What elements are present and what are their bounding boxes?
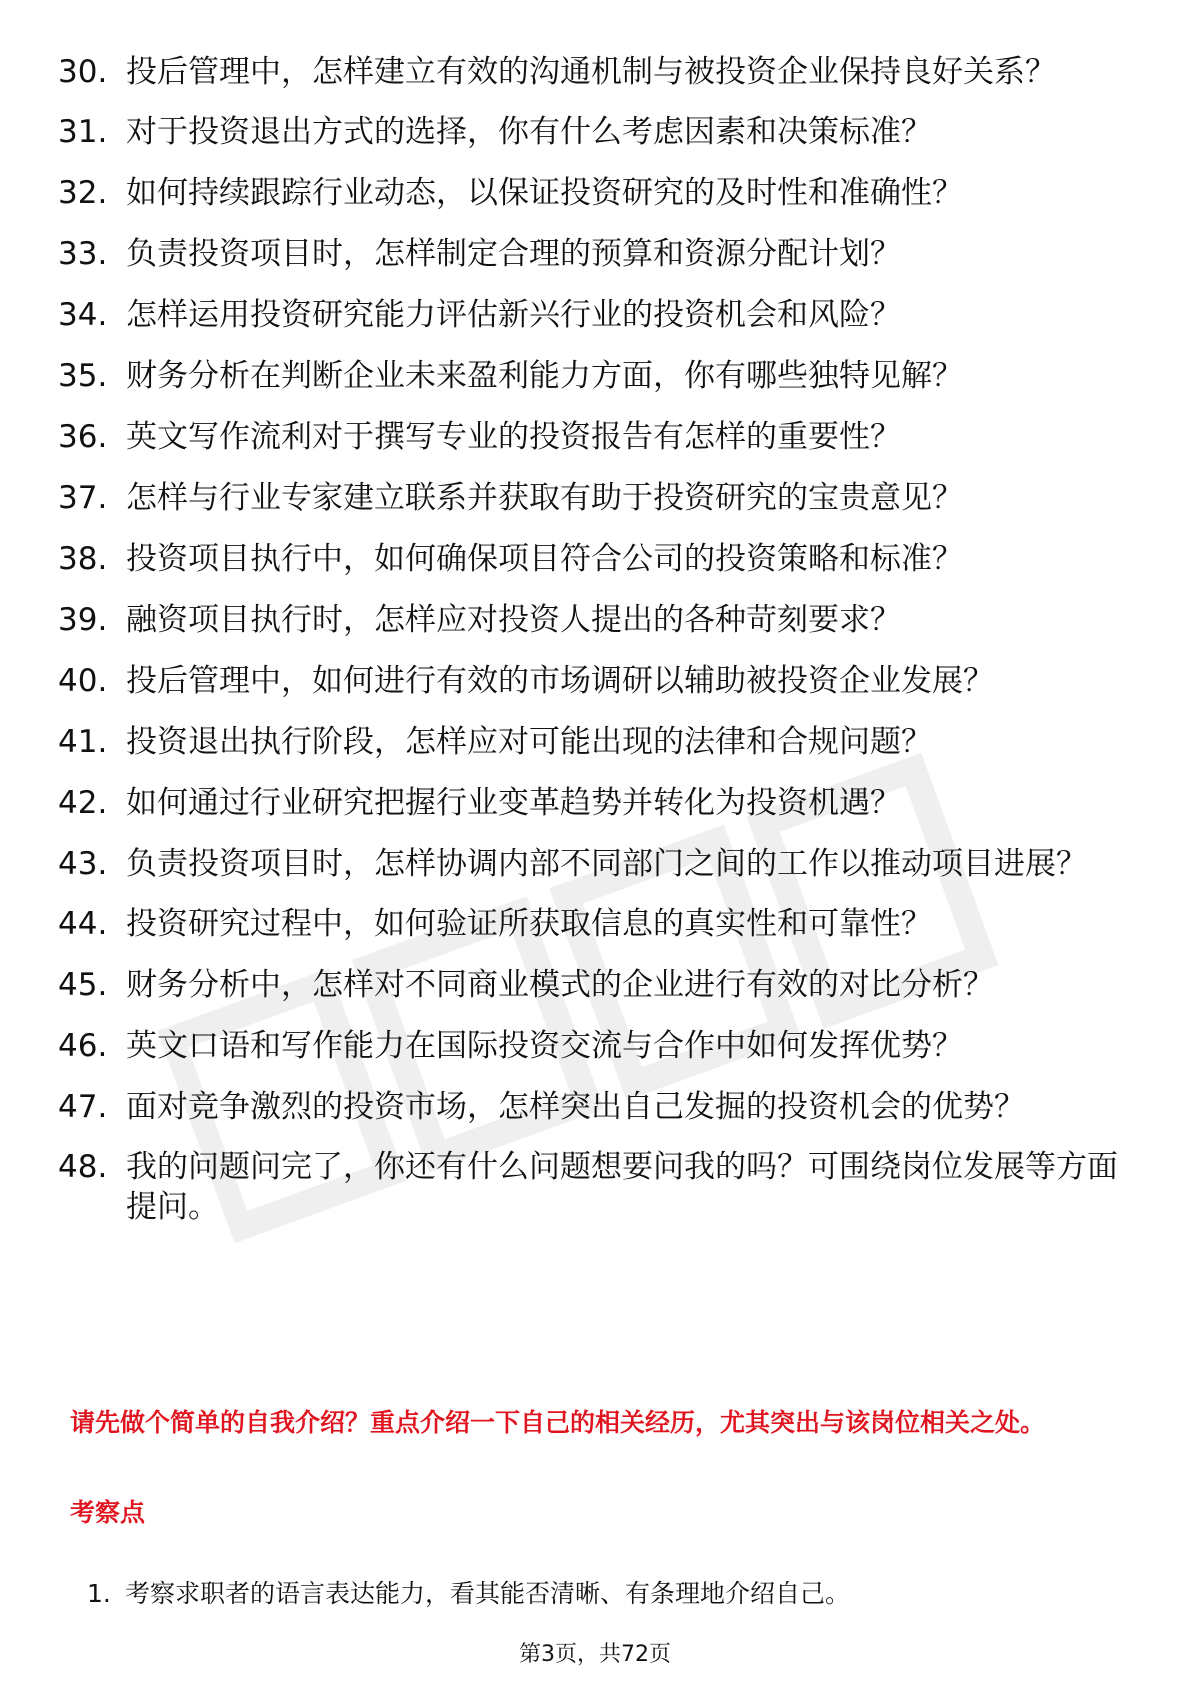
question-text: 负责投资项目时，怎样制定合理的预算和资源分配计划？ <box>126 236 901 272</box>
assessment-points-heading: 考察点 <box>70 1498 146 1527</box>
question-number: 42. <box>58 785 108 821</box>
question-item <box>0 1026 1190 1066</box>
question-text: 投后管理中，怎样建立有效的沟通机制与被投资企业保持良好关系？ <box>126 54 1056 90</box>
question-number: 32. <box>58 175 108 211</box>
assessment-points-list <box>0 1577 1190 1611</box>
question-text: 怎样与行业专家建立联系并获取有助于投资研究的宝贵意见？ <box>126 480 963 516</box>
question-text: 英文写作流利对于撰写专业的投资报告有怎样的重要性？ <box>126 419 901 455</box>
point-number: 1. <box>87 1579 111 1608</box>
question-text: 负责投资项目时，怎样协调内部不同部门之间的工作以推动项目进展？ <box>126 846 1087 882</box>
question-number: 31. <box>58 114 108 150</box>
question-text: 投资退出执行阶段，怎样应对可能出现的法律和合规问题？ <box>126 724 932 760</box>
question-item <box>0 1087 1190 1127</box>
question-text: 投资项目执行中，如何确保项目符合公司的投资策略和标准？ <box>126 541 963 577</box>
question-text: 融资项目执行时，怎样应对投资人提出的各种苛刻要求？ <box>126 602 901 638</box>
question-number: 34. <box>58 297 108 333</box>
question-number: 30. <box>58 54 108 90</box>
question-number: 40. <box>58 663 108 699</box>
point-text: 考察求职者的语言表达能力，看其能否清晰、有条理地介绍自己。 <box>125 1579 851 1608</box>
question-text: 怎样运用投资研究能力评估新兴行业的投资机会和风险？ <box>126 297 901 333</box>
page-number-footer: 第3页，共72页 <box>519 1642 671 1667</box>
question-item <box>0 234 1190 274</box>
question-text: 我的问题问完了，你还有什么问题想要问我的吗？可围绕岗位发展等方面提问。 <box>126 1149 1118 1225</box>
question-number: 33. <box>58 236 108 272</box>
question-number: 38. <box>58 541 108 577</box>
question-number: 45. <box>58 967 108 1003</box>
question-item <box>0 844 1190 884</box>
question-item <box>0 1147 1190 1227</box>
question-text: 对于投资退出方式的选择，你有什么考虑因素和决策标准？ <box>126 114 932 150</box>
question-item <box>0 112 1190 152</box>
question-number: 37. <box>58 480 108 516</box>
question-number: 43. <box>58 846 108 882</box>
question-list <box>0 52 1190 1247</box>
question-text: 如何持续跟踪行业动态，以保证投资研究的及时性和准确性？ <box>126 175 963 211</box>
question-text: 财务分析中，怎样对不同商业模式的企业进行有效的对比分析？ <box>126 967 994 1003</box>
question-text: 英文口语和写作能力在国际投资交流与合作中如何发挥优势？ <box>126 1028 963 1064</box>
question-item <box>0 661 1190 701</box>
question-item <box>0 173 1190 213</box>
question-item <box>0 904 1190 944</box>
question-item <box>0 722 1190 762</box>
assessment-point <box>0 1577 1190 1611</box>
question-item <box>0 295 1190 335</box>
question-item <box>0 52 1190 92</box>
question-item <box>0 965 1190 1005</box>
question-text: 投后管理中，如何进行有效的市场调研以辅助被投资企业发展？ <box>126 663 994 699</box>
question-item <box>0 417 1190 457</box>
section-heading: 请先做个简单的自我介绍？重点介绍一下自己的相关经历，尤其突出与该岗位相关之处。 <box>70 1408 1046 1437</box>
question-number: 44. <box>58 906 108 942</box>
question-text: 财务分析在判断企业未来盈利能力方面，你有哪些独特见解？ <box>126 358 963 394</box>
question-text: 投资研究过程中，如何验证所获取信息的真实性和可靠性？ <box>126 906 932 942</box>
question-number: 35. <box>58 358 108 394</box>
question-number: 47. <box>58 1089 108 1125</box>
question-number: 36. <box>58 419 108 455</box>
question-item <box>0 356 1190 396</box>
question-number: 48. <box>58 1149 108 1185</box>
question-text: 如何通过行业研究把握行业变革趋势并转化为投资机遇？ <box>126 785 901 821</box>
question-item <box>0 478 1190 518</box>
question-item <box>0 600 1190 640</box>
question-number: 46. <box>58 1028 108 1064</box>
question-number: 41. <box>58 724 108 760</box>
question-text: 面对竞争激烈的投资市场，怎样突出自己发掘的投资机会的优势？ <box>126 1089 1025 1125</box>
question-item <box>0 783 1190 823</box>
question-number: 39. <box>58 602 108 638</box>
question-item <box>0 539 1190 579</box>
